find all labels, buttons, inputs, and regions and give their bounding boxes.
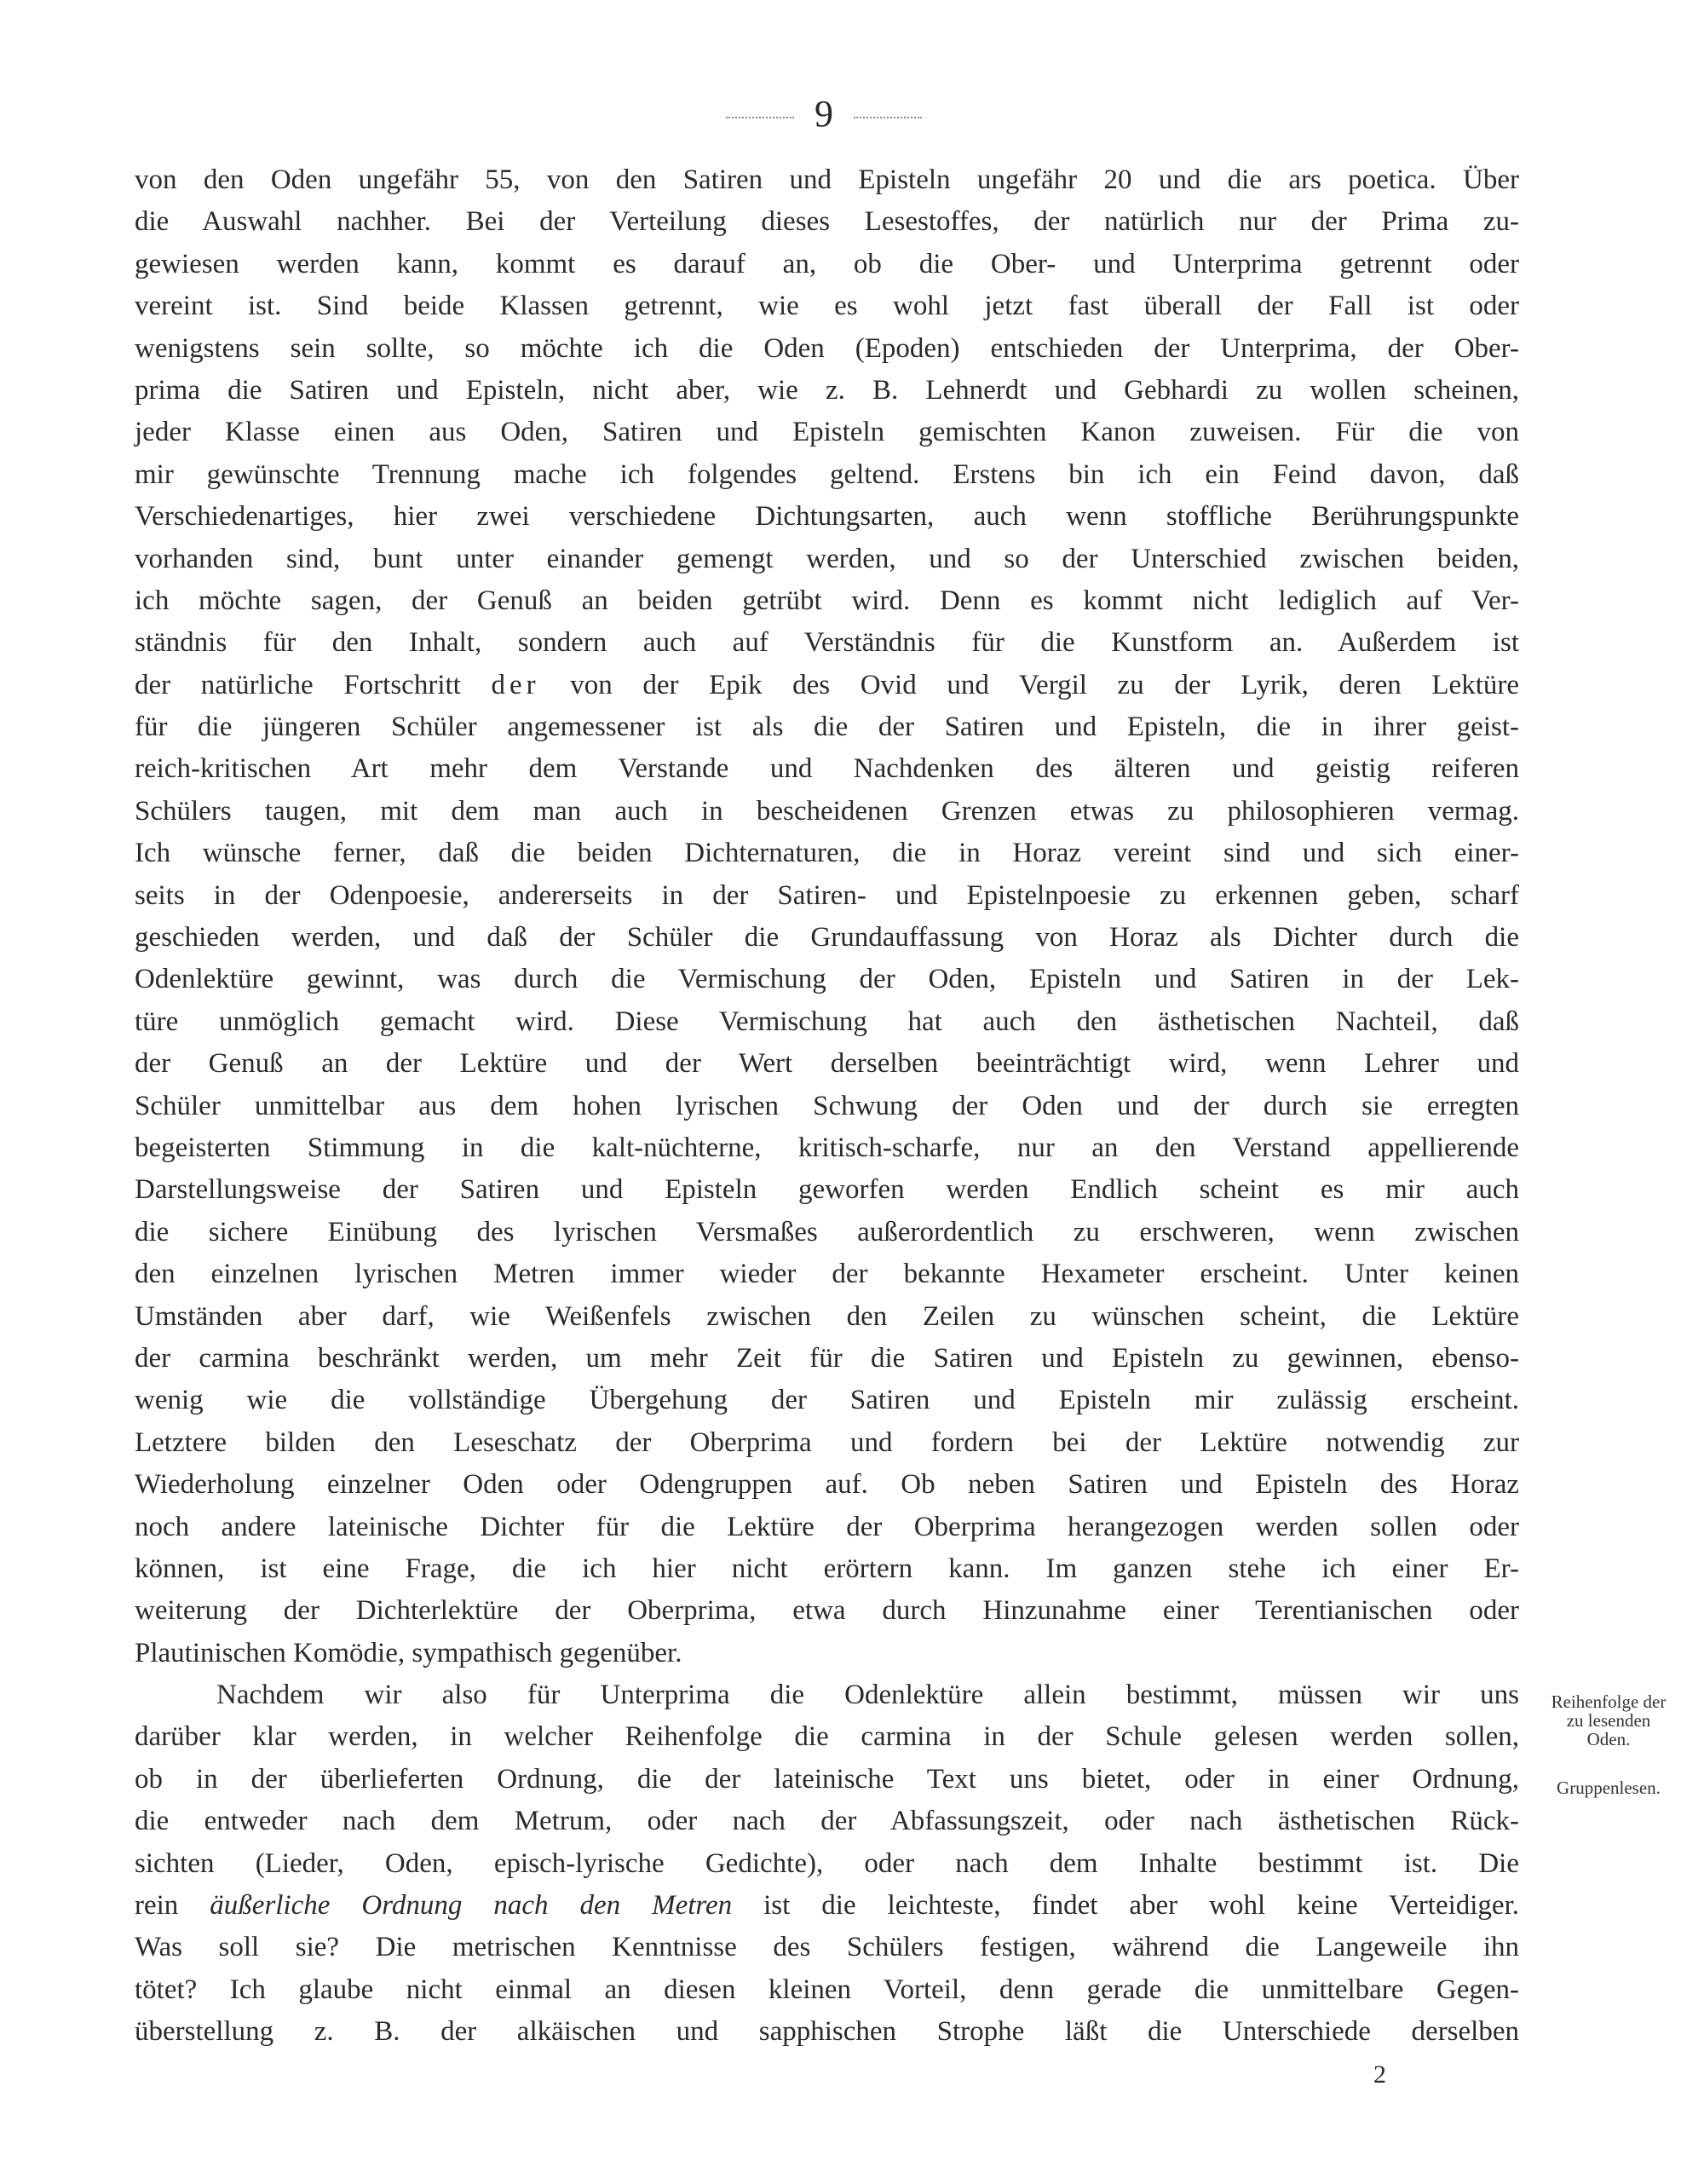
text-segment: äußerliche Ordnung nach den Metren	[210, 1890, 733, 1922]
text-line: jeder Klasse einen aus Oden, Satiren und Episteln gemischten Kanon zuweisen. Für die von	[135, 417, 1519, 448]
signature-mark: 2	[1373, 2060, 1386, 2089]
text-line: wenig wie die vollständige Übergehung der Satiren und Episteln mir zulässig erscheint.	[135, 1385, 1519, 1416]
text-line: Schüler unmittelbar aus dem hohen lyrischen Schwung der Oden und der durch sie erregten	[135, 1090, 1519, 1121]
text-segment: ist die leichteste, findet aber wohl keine Verteidiger.	[732, 1890, 1520, 1922]
text-line: vorhanden sind, bunt unter einander gemengt werden, und so der Unterschied zwischen beiden,	[135, 543, 1519, 574]
text-line: die sichere Einübung des lyrischen Versmaßes außerordentlich zu erschweren, wenn zwischen	[135, 1216, 1519, 1248]
text-line: gewiesen werden kann, kommt es darauf an, ob die Ober- und Unterprima getrennt oder	[135, 248, 1519, 279]
text-line: ständnis für den Inhalt, sondern auch auf Verständnis für die Kunstform an. Außerdem ist	[135, 627, 1519, 659]
text-line: begeisterten Stimmung in die kalt-nüchterne, kritisch-scharfe, nur an den Verstand appellierende	[135, 1132, 1519, 1163]
text-line: darüber klar werden, in welcher Reihenfolge die carmina in der Schule gelesen werden sollen,	[135, 1721, 1519, 1753]
text-line: noch andere lateinische Dichter für die Lektüre der Oberprima herangezogen werden sollen oder	[135, 1511, 1519, 1542]
text-line: können, ist eine Frage, die ich hier nicht erörtern kann. Im ganzen stehe ich einer Er-	[135, 1553, 1519, 1584]
text-line: der carmina beschränkt werden, um mehr Zeit für die Satiren und Episteln zu gewinnen, ebenso-	[135, 1342, 1519, 1374]
text-line: von den Oden ungefähr 55, von den Satiren und Episteln ungefähr 20 und die ars poetica. Über	[135, 164, 1519, 195]
text-segment: der	[491, 669, 540, 700]
text-line	[135, 665, 1519, 706]
text-line: ob in der überlieferten Ordnung, die der lateinische Text uns bietet, oder in einer Ordnung,	[135, 1763, 1519, 1795]
text-line: weiterung der Dichterlektüre der Oberprima, etwa durch Hinzunahme einer Terentianischen oder	[135, 1595, 1519, 1627]
text-line: der Genuß an der Lektüre und der Wert derselben beeinträchtigt wird, wenn Lehrer und	[135, 1048, 1519, 1080]
margin-note-reihenfolge	[1523, 1692, 1694, 1749]
page-header	[0, 92, 1648, 135]
margin-note-line: Reihenfolge der	[1551, 1691, 1667, 1712]
page-number: 9	[815, 93, 833, 135]
text-line: prima die Satiren und Episteln, nicht aber, wie z. B. Lehnerdt und Gebhardi zu wollen scheinen,	[135, 374, 1519, 406]
text-line: die Auswahl nachher. Bei der Verteilung dieses Lesestoffes, der natürlich nur der Prima zu-	[135, 206, 1519, 238]
text-line: Letztere bilden den Leseschatz der Oberprima und fordern bei der Lektüre notwendig zur	[135, 1426, 1519, 1458]
text-line: Was soll sie? Die metrischen Kenntnisse des Schülers festigen, während die Langeweile ihn	[135, 1932, 1519, 1963]
text-line: geschieden werden, und daß der Schüler die Grundauffassung von Horaz als Dichter durch die	[135, 922, 1519, 954]
text-line: ich möchte sagen, der Genuß an beiden getrübt wird. Denn es kommt nicht lediglich auf Ver-	[135, 585, 1519, 616]
text-line: Darstellungsweise der Satiren und Episteln geworfen werden Endlich scheint es mir auch	[135, 1174, 1519, 1206]
margin-note-line: zu lesenden	[1566, 1710, 1651, 1731]
text-line	[135, 1885, 1519, 1927]
text-line: seits in der Odenpoesie, andererseits in der Satiren- und Epistelnpoesie zu erkennen geben, scharf	[135, 879, 1519, 911]
text-segment: der natürliche Fortschritt	[135, 669, 492, 700]
text-line: Odenlektüre gewinnt, was durch die Vermischung der Oden, Episteln und Satiren in der Lek-	[135, 964, 1519, 995]
text-segment: von der Epik des Ovid und Vergil zu der Lyrik, deren Lektüre	[539, 669, 1519, 700]
margin-note-gruppenlesen: Gruppenlesen.	[1557, 1778, 1661, 1798]
text-line: wenigstens sein sollte, so möchte ich die Oden (Epoden) entschieden der Unterprima, der Ober-	[135, 332, 1519, 364]
header-rule-right	[854, 117, 922, 118]
text-line: vereint ist. Sind beide Klassen getrennt, wie es wohl jetzt fast überall der Fall ist oder	[135, 291, 1519, 322]
text-segment: rein	[135, 1890, 210, 1922]
body-text	[135, 159, 1519, 2054]
text-line: Plautinischen Komödie, sympathisch gegenüber.	[135, 1637, 682, 1668]
text-line: Schülers taugen, mit dem man auch in bescheidenen Grenzen etwas zu philosophieren vermag.	[135, 795, 1519, 827]
text-line: reich-kritischen Art mehr dem Verstande und Nachdenken des älteren und geistig reiferen	[135, 753, 1519, 785]
text-line: Umständen aber darf, wie Weißenfels zwischen den Zeilen zu wünschen scheint, die Lektüre	[135, 1300, 1519, 1332]
text-line: türe unmöglich gemacht wird. Diese Vermischung hat auch den ästhetischen Nachteil, daß	[135, 1006, 1519, 1037]
text-line: Verschiedenartiges, hier zwei verschiedene Dichtungsarten, auch wenn stoffliche Berührungspunkte	[135, 501, 1519, 533]
text-line: Nachdem wir also für Unterprima die Odenlektüre allein bestimmt, müssen wir uns	[216, 1680, 1519, 1711]
header-rule-left	[726, 117, 794, 118]
text-line: tötet? Ich glaube nicht einmal an diesen kleinen Vorteil, denn gerade die unmittelbare Gegen-	[135, 1974, 1519, 2005]
text-line: mir gewünschte Trennung mache ich folgendes geltend. Erstens bin ich ein Feind davon, daß	[135, 458, 1519, 490]
text-line: Wiederholung einzelner Oden oder Odengruppen auf. Ob neben Satiren und Episteln des Horaz	[135, 1469, 1519, 1501]
text-line: sichten (Lieder, Oden, episch-lyrische Gedichte), oder nach dem Inhalte bestimmt ist. Die	[135, 1847, 1519, 1879]
text-line: Ich wünsche ferner, daß die beiden Dichternaturen, die in Horaz vereint sind und sich einer-	[135, 838, 1519, 869]
text-line: den einzelnen lyrischen Metren immer wieder der bekannte Hexameter erscheint. Unter keinen	[135, 1259, 1519, 1290]
margin-note-line: Oden.	[1586, 1729, 1631, 1749]
text-line: überstellung z. B. der alkäischen und sapphischen Strophe läßt die Unterschiede derselben	[135, 2016, 1519, 2048]
text-line: für die jüngeren Schüler angemessener ist als die der Satiren und Episteln, die in ihrer geist-	[135, 712, 1519, 743]
text-line: die entweder nach dem Metrum, oder nach der Abfassungszeit, oder nach ästhetischen Rück-	[135, 1806, 1519, 1837]
